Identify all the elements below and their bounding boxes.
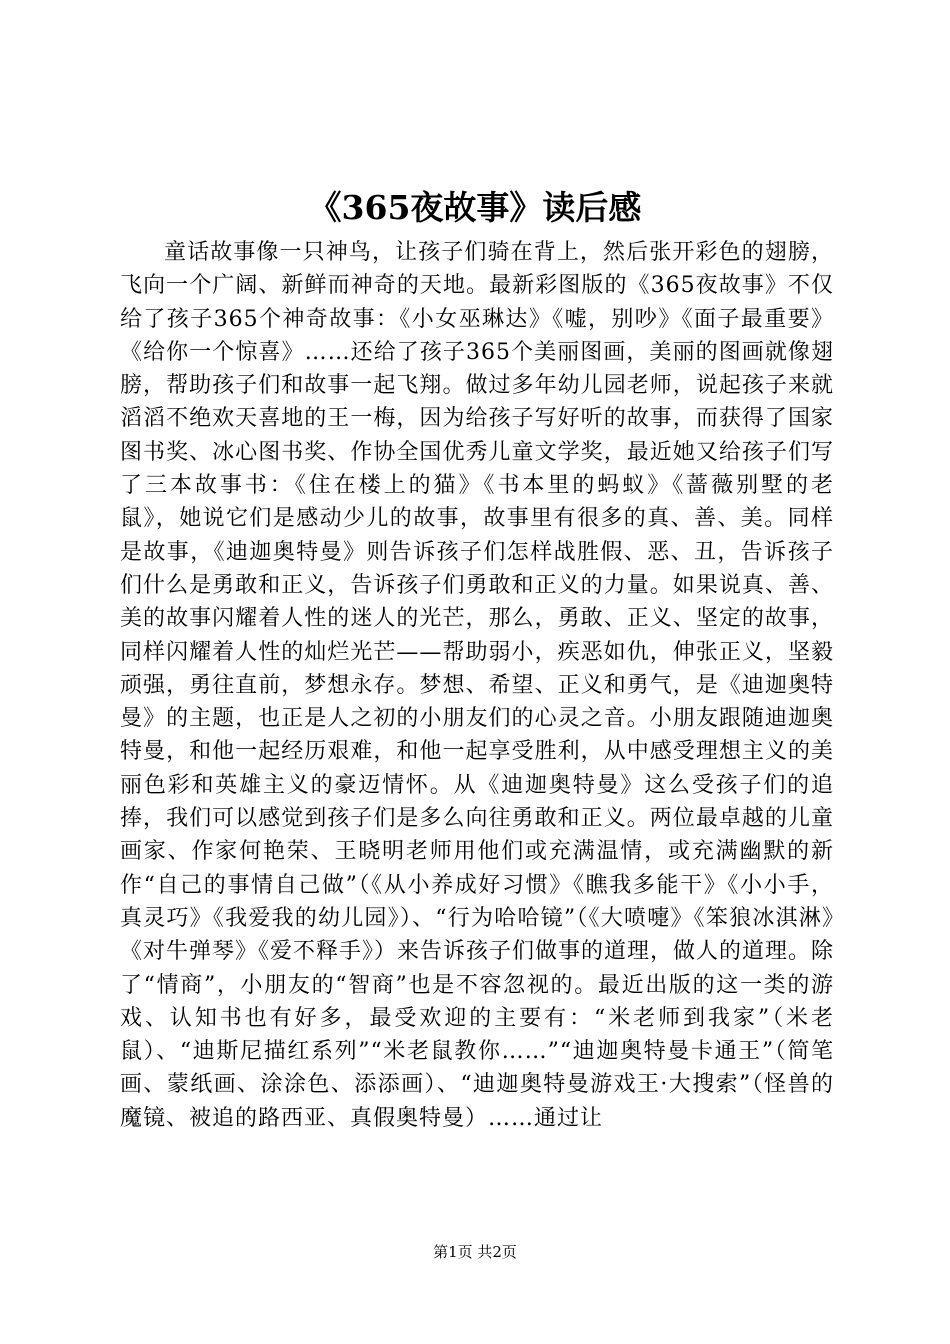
page-footer: 第1页 共2页 <box>433 1243 517 1261</box>
body-paragraph: 童话故事像一只神鸟，让孩子们骑在背上，然后张开彩色的翅膀，飞向一个广阔、新鲜而神奇的天地。最新彩图版的《365夜故事》不仅给了孩子365个神奇故事：《小女巫琳达》《嘘，别吵》《面子最重要》《给你一个惊喜》……还给了孩子365个美丽图画，美丽的图画就像翅膀，帮助孩子们和故事一起飞翔。做过多年幼儿园老师，说起孩子来就滔滔不绝欢天喜地的王一梅，因为给孩子写好听的故事，而获得了国家图书奖、冰心图书奖、作协全国优秀儿童文学奖，最近她又给孩子们写了三本故事书：《住在楼上的猫》《书本里的蚂蚁》《蔷薇别墅的老鼠》，她说它们是感动少儿的故事，故事里有很多的真、善、美。同样是故事，《迪迦奥特曼》则告诉孩子们怎样战胜假、恶、丑，告诉孩子们什么是勇敢和正义，告诉孩子们勇敢和正义的力量。如果说真、善、美的故事闪耀着人性的迷人的光芒，那么，勇敢、正义、坚定的故事，同样闪耀着人性的灿烂光芒——帮助弱小，疾恶如仇，伸张正义，坚毅顽强，勇往直前，梦想永存。梦想、希望、正义和勇气，是《迪迦奥特曼》的主题，也正是人之初的小朋友们的心灵之音。小朋友跟随迪迦奥特曼，和他一起经历艰难，和他一起享受胜利，从中感受理想主义的美丽色彩和英雄主义的豪迈情怀。从《迪迦奥特曼》这么受孩子们的追捧，我们可以感觉到孩子们是多么向往勇敢和正义。两位最卓越的儿童画家、作家何艳荣、王晓明老师用他们或充满温情，或充满幽默的新作“自己的事情自己做”（《从小养成好习惯》《瞧我多能干》《小小手，真灵巧》《我爱我的幼儿园》）、“行为哈哈镜”（《大喷嚏》《笨狼冰淇淋》《对牛弹琴》《爱不释手》）来告诉孩子们做事的道理，做人的道理。除了“情商”，小朋友的“智商”也是不容忽视的。最近出版的这一类的游戏、认知书也有好多，最受欢迎的主要有：“米老师到我家”（米老鼠）、“迪斯尼描红系列”“米老鼠教你……”“迪迦奥特曼卡通王”（简笔画、蒙纸画、涂涂色、添添画）、“迪迦奥特曼游戏王·大搜索”（怪兽的魔镜、被追的路西亚、真假奥特曼）……通过让 <box>120 240 835 1131</box>
document-title: 《365夜故事》读后感 <box>308 188 642 227</box>
